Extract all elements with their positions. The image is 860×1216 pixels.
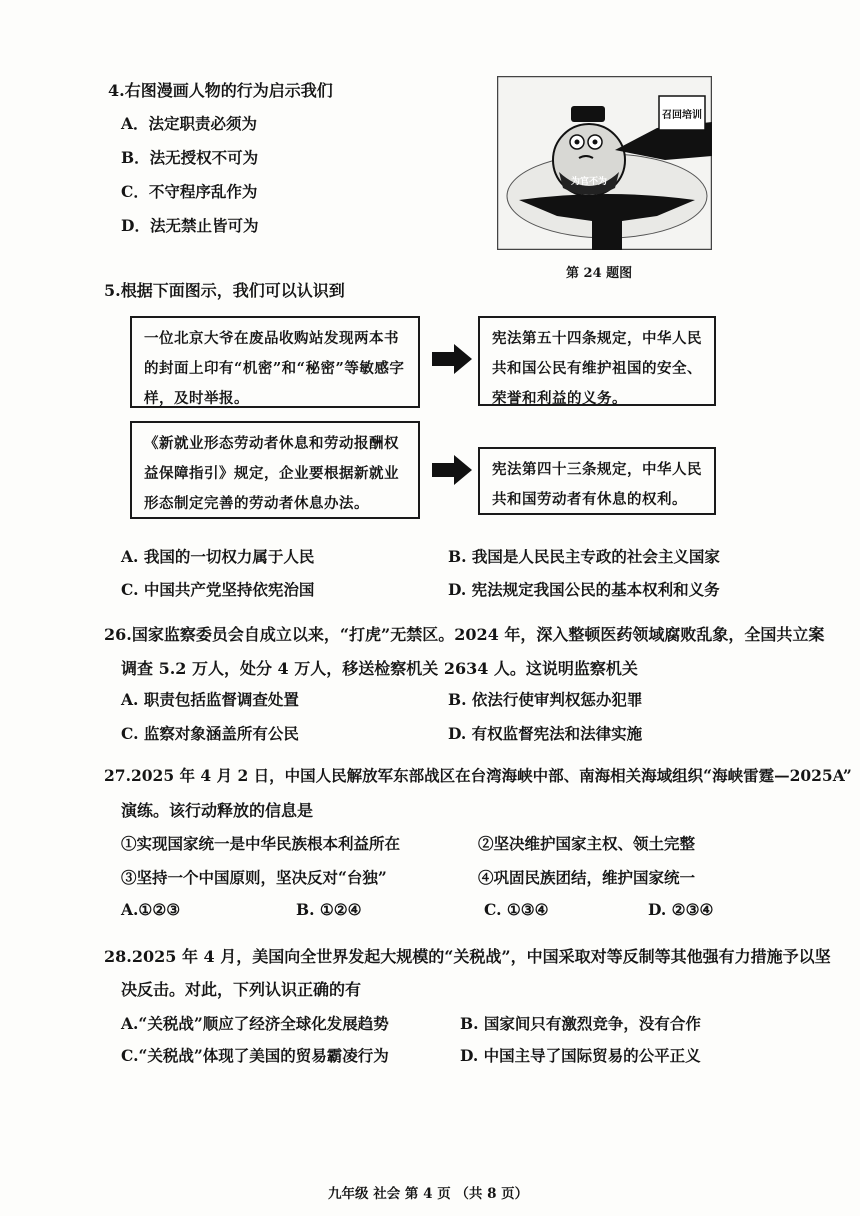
q25-stem: 5.根据下面图示，我们可以认识到 <box>104 281 345 300</box>
q25-box2-right: 宪法第四十三条规定，中华人民共和国劳动者有休息的权利。 <box>478 447 716 515</box>
q25-option-a: A. 我国的一切权力属于人民 <box>121 547 315 566</box>
q27-item-1: ①实现国家统一是中华民族根本利益所在 <box>121 834 401 853</box>
q26-option-d: D. 有权监督宪法和法律实施 <box>448 724 643 743</box>
q27-option-c: C. ①③④ <box>484 900 549 919</box>
q24-stem: 4.右图漫画人物的行为启示我们 <box>108 81 333 100</box>
q25-box1-left: 一位北京大爷在废品收购站发现两本书的封面上印有“机密”和“秘密”等敏感字样，及时举报。 <box>130 316 420 408</box>
q25-option-b: B. 我国是人民民主专政的社会主义国家 <box>448 547 720 566</box>
q28-stem-line1: 28.2025 年 4 月，美国向全世界发起大规模的“关税战”，中国采取对等反制等其他强有力措施予以坚 <box>104 947 831 966</box>
q27-option-d: D. ②③④ <box>648 900 714 919</box>
q25-box2-left: 《新就业形态劳动者休息和劳动报酬权益保障指引》规定，企业要根据新就业形态制定完善的劳动者休息办法。 <box>130 421 420 519</box>
q25-option-c: C. 中国共产党坚持依宪治国 <box>121 580 315 599</box>
q24-option-b: B．法无授权不可为 <box>121 148 259 167</box>
q28-option-c: C.“关税战”体现了美国的贸易霸凌行为 <box>121 1046 389 1065</box>
q27-item-3: ③坚持一个中国原则，坚决反对“台独” <box>121 868 387 887</box>
q26-stem-line2: 调查 5.2 万人，处分 4 万人，移送检察机关 2634 人。这说明监察机关 <box>121 659 638 678</box>
q27-option-a: A.①②③ <box>121 900 181 919</box>
q26-option-c: C. 监察对象涵盖所有公民 <box>121 724 299 743</box>
q26-stem-line1: 26.国家监察委员会自成立以来，“打虎”无禁区。2024 年，深入整顿医药领域腐败乱象，全国共立案 <box>104 625 825 644</box>
q27-option-b: B. ①②④ <box>296 900 362 919</box>
q28-option-a: A.“关税战”顺应了经济全球化发展趋势 <box>121 1014 389 1033</box>
q28-option-b: B. 国家间只有激烈竞争，没有合作 <box>460 1014 701 1033</box>
q24-option-a: A．法定职责必须为 <box>121 114 258 133</box>
page-footer: 九年级 社会 第 4 页 （共 8 页） <box>328 1186 529 1202</box>
q24-option-d: D．法无禁止皆可为 <box>121 216 259 235</box>
q25-box1-right: 宪法第五十四条规定，中华人民共和国公民有维护祖国的安全、荣誉和利益的义务。 <box>478 316 716 406</box>
cartoon-image <box>497 76 712 250</box>
right-arrow-icon <box>432 344 472 374</box>
right-arrow-icon <box>432 455 472 485</box>
q27-stem-line1: 27.2025 年 4 月 2 日，中国人民解放军东部战区在台湾海峡中部、南海相关海域组织“海峡雷霆—2025A” <box>104 766 852 785</box>
q24-option-c: C．不守程序乱作为 <box>121 182 258 201</box>
q28-option-d: D. 中国主导了国际贸易的公平正义 <box>460 1046 701 1065</box>
q24-caption: 第 24 题图 <box>566 266 633 281</box>
q28-stem-line2: 决反击。对此，下列认识正确的有 <box>121 980 362 999</box>
q27-item-4: ④巩固民族团结，维护国家统一 <box>478 868 696 887</box>
q25-option-d: D. 宪法规定我国公民的基本权利和义务 <box>448 580 720 599</box>
cartoon-label-text: 为官不为 <box>570 177 608 187</box>
q26-option-a: A. 职责包括监督调查处置 <box>121 690 299 709</box>
q27-stem-line2: 演练。该行动释放的信息是 <box>121 801 314 820</box>
q26-option-b: B. 依法行使审判权惩办犯罪 <box>448 690 643 709</box>
q27-item-2: ②坚决维护国家主权、领土完整 <box>478 834 696 853</box>
cartoon-sign-text: 召回培训 <box>662 110 702 121</box>
